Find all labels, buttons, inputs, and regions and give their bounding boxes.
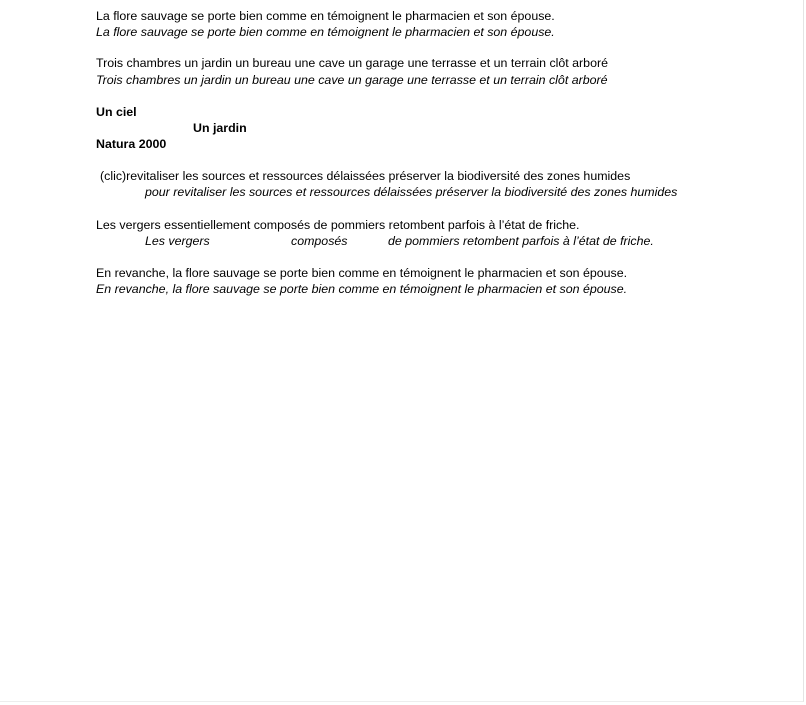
paragraph-revitaliser-plain: (clic)revitaliser les sources et ressources délaissées préserver la biodiversité des zones humides — [100, 169, 631, 183]
heading-un-jardin: Un jardin — [193, 121, 247, 135]
paragraph-vergers-italic-part3: de pommiers retombent parfois à l’état de friche. — [388, 234, 654, 248]
heading-natura-2000: Natura 2000 — [96, 137, 167, 151]
paragraph-flore-plain: La flore sauvage se porte bien comme en témoignent le pharmacien et son épouse. — [96, 9, 555, 23]
paragraph-revanche-plain: En revanche, la flore sauvage se porte bien comme en témoignent le pharmacien et son épouse. — [96, 266, 628, 280]
paragraph-revitaliser-italic: pour revitaliser les sources et ressources délaissées préserver la biodiversité des zones humides — [145, 185, 678, 199]
paragraph-chambres-plain: Trois chambres un jardin un bureau une cave un garage une terrasse et un terrain clôt arboré — [96, 56, 608, 70]
paragraph-chambres-italic: Trois chambres un jardin un bureau une cave un garage une terrasse et un terrain clôt arboré — [96, 73, 608, 87]
paragraph-revanche-italic: En revanche, la flore sauvage se porte bien comme en témoignent le pharmacien et son épouse. — [96, 282, 628, 296]
heading-un-ciel: Un ciel — [96, 105, 137, 119]
paragraph-vergers-italic-part1: Les vergers — [145, 234, 210, 248]
paragraph-flore-italic: La flore sauvage se porte bien comme en témoignent le pharmacien et son épouse. — [96, 25, 555, 39]
paragraph-vergers-plain: Les vergers essentiellement composés de pommiers retombent parfois à l’état de friche. — [96, 218, 580, 232]
paragraph-vergers-italic-part2: composés — [291, 234, 348, 248]
